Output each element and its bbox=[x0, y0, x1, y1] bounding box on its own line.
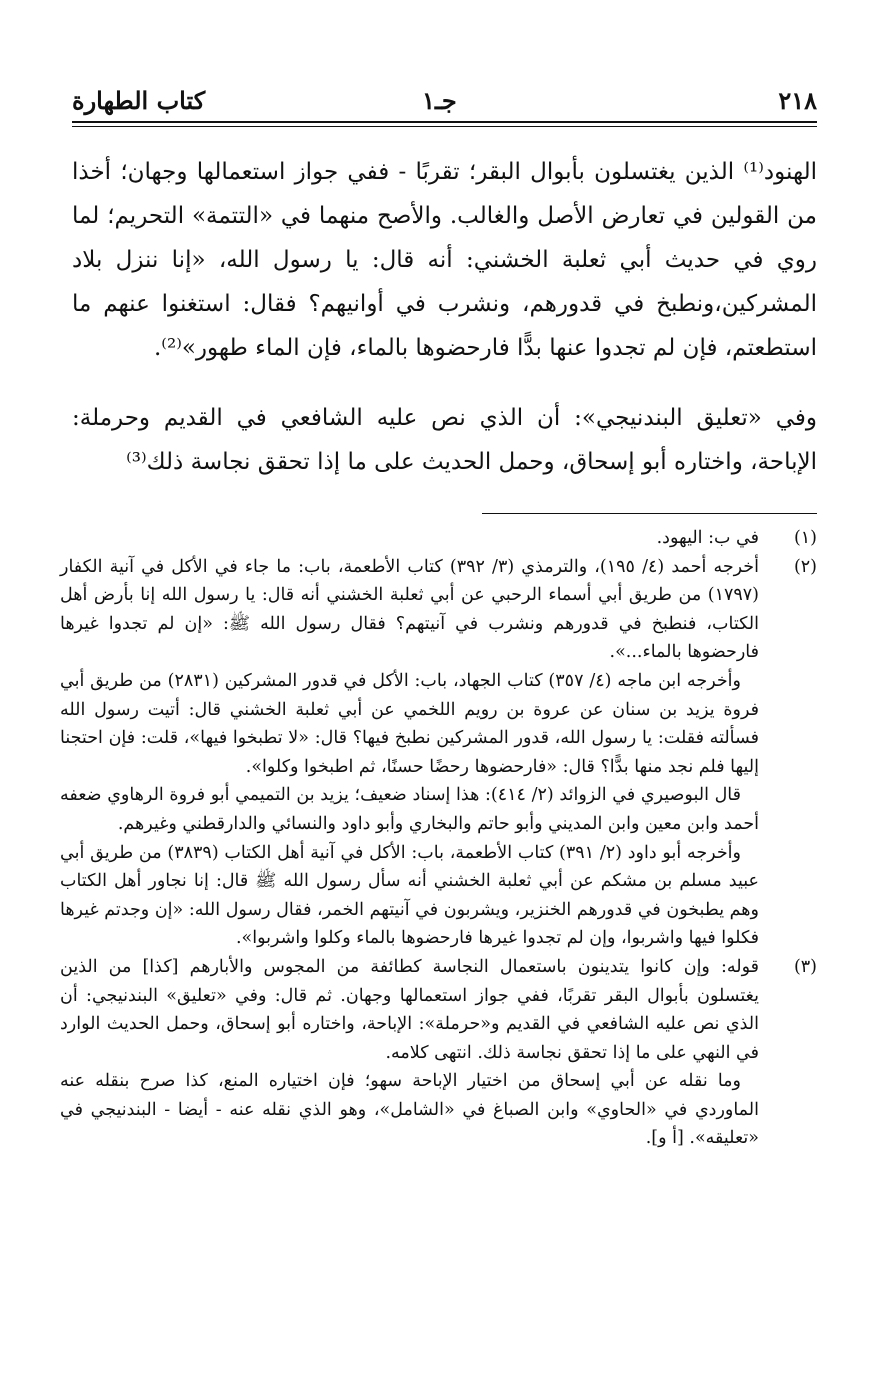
footnote-number: (٢) bbox=[793, 556, 817, 577]
footnote-number: (١) bbox=[793, 528, 817, 548]
body-paragraph-1: الهنود⁽¹⁾ الذين يغتسلون بأبوال البقر؛ تقربًا - ففي جواز استعمالها وجهان؛ أخذا من القولين في تعارض الأصل والغالب. والأصح منهما في «التتمة» التحريم؛ لما روي في حديث أبي ثعلبة الخشني: أنه قال: يا رسول الله، «إنا ننزل بلاد المشركين،ونطبخ في قدورهم، ونشرب في أوانيهم؟ فقال: استغنوا عنهم ما استطعتم، فإن لم تجدوا عنها بدًّا فارحضوها بالماء، فإن الماء طهور»⁽²⁾. bbox=[72, 159, 817, 361]
running-header bbox=[72, 80, 817, 120]
header-rule-thick bbox=[72, 121, 817, 123]
book-title: كتاب الطهارة bbox=[72, 86, 206, 115]
footnote-number: (٣) bbox=[793, 956, 817, 977]
footnote-3 bbox=[60, 953, 817, 1153]
footnote-text: في ب: اليهود. bbox=[656, 528, 759, 548]
footnotes bbox=[60, 524, 817, 1153]
footnote-text: وأخرجه أبو داود (٢/ ٣٩١) كتاب الأطعمة، باب: الأكل في آنية أهل الكتاب (٣٨٣٩) من طريق أبي عبيد مسلم بن مشكم عن أبي ثعلبة الخشني أنه سأل رسول الله ﷺ قال: إنا نجاور أهل الكتاب وهم يطبخون في قدورهم الخنزير، ويشربون في آنيتهم الخمر، فقال رسول الله: «إن وجدتم غيرها فكلوا فيها واشربوا، وإن لم تجدوا غيرها فارحضوها بالماء وكلوا واشربوا». bbox=[60, 842, 759, 949]
body-paragraph-2: وفي «تعليق البندنيجي»: أن الذي نص عليه الشافعي في القديم وحرملة: الإباحة، واختاره أبو إسحاق، وحمل الحديث على ما إذا تحقق نجاسة ذلك⁽³⁾ bbox=[72, 405, 817, 475]
footnote-separator bbox=[482, 513, 817, 514]
page-number: ٢١٨ bbox=[778, 86, 817, 115]
footnote-2 bbox=[60, 553, 817, 953]
footnote-1 bbox=[60, 524, 817, 553]
footnote-text: وما نقله عن أبي إسحاق من اختيار الإباحة سهو؛ فإن اختياره المنع، كذا صرح بنقله عنه الماوردي في «الحاوي» وابن الصباغ في «الشامل»، وهو الذي نقله عنه - أيضا - البندنيجي في «تعليقه». [أ و]. bbox=[60, 1071, 759, 1149]
footnote-text: قال البوصيري في الزوائد (٢/ ٤١٤): هذا إسناد ضعيف؛ يزيد بن التميمي أبو فروة الرهاوي ضعفه أحمد وابن معين وابن المديني وأبو حاتم والبخاري وأبو داود والنسائي والدارقطني وغيرهم. bbox=[60, 785, 759, 834]
volume-label: جـ١ bbox=[422, 86, 457, 115]
footnote-text: أخرجه أحمد (٤/ ١٩٥)، والترمذي (٣/ ٣٩٢) كتاب الأطعمة، باب: ما جاء في الأكل في آنية الكفار (١٧٩٧) من طريق أبي أسماء الرحبي عن أبي ثعلبة الخشني أنه قال: يا رسول الله إنا بأرض أهل الكتاب، فنطبخ في قدورهم ونشرب في آنيتهم؟ فقال رسول الله ﷺ: «إن لم تجدوا غيرها فارحضوها بالماء...». bbox=[60, 556, 759, 663]
footnote-text: وأخرجه ابن ماجه (٤/ ٣٥٧) كتاب الجهاد، باب: الأكل في قدور المشركين (٢٨٣١) من طريق أبي فروة يزيد بن سنان عن عروة بن رويم اللخمي عن أبي ثعلبة الخشني قال: أتيت رسول الله فسألته فقلت: يا رسول الله، قدور المشركين نطبخ فيها؟ قال: «لا تطبخوا فيها»، قلت: فإن احتجنا إليها فلم نجد منها بدًّا؟ قال: «فارحضوها رحضًا حسنًا، ثم اطبخوا وكلوا». bbox=[60, 670, 759, 777]
main-text bbox=[72, 150, 817, 484]
footnote-text: قوله: وإن كانوا يتدينون باستعمال النجاسة كطائفة من المجوس والأبارهم [كذا] من الذين يغتسلون بأبوال البقر تقربًا، ففي جواز استعمالها وجهان. ثم قال: وفي «تعليق» البندنيجي: أن الذي نص عليه الشافعي في القديم و«حرملة»: الإباحة، واختاره أبو إسحاق، وحمل الحديث الوارد في النهي على ما إذا تحقق نجاسة ذلك. انتهى كلامه. bbox=[60, 956, 759, 1063]
header-rule-thin bbox=[72, 126, 817, 127]
